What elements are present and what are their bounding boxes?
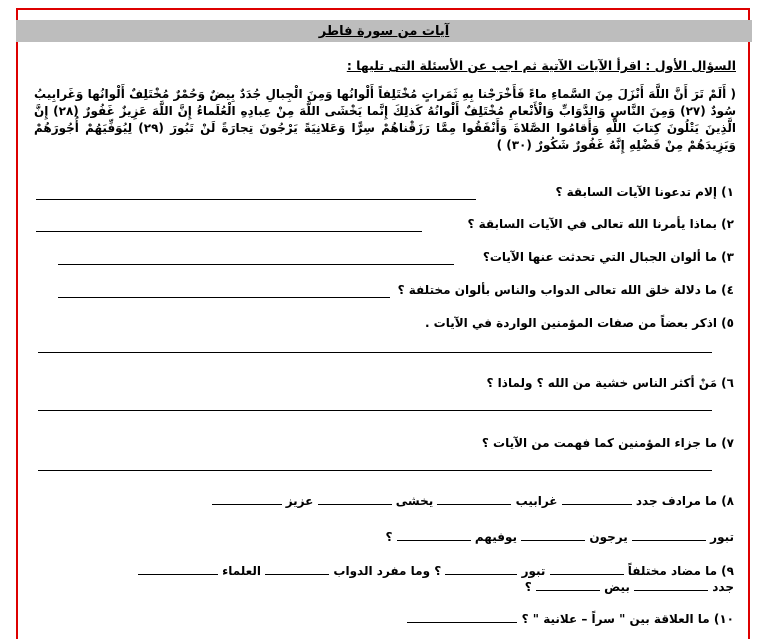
q9-blank-2[interactable] xyxy=(445,564,517,575)
q8-word-yakhsha: يخشى xyxy=(395,494,434,508)
q8-blank-5[interactable] xyxy=(632,530,706,541)
question-6: ٦) مَنْ أكثر الناس خشية من الله ؟ ولماذا ؟ xyxy=(486,376,734,390)
q8-word-tabur: تبور xyxy=(710,530,734,544)
q8-label: ٨) ما مرادف جدد xyxy=(635,494,734,508)
q9-word-tabur: تبور xyxy=(521,564,546,578)
section-heading: السؤال الأول : اقرأ الآيات الآتية ثم اجب عن الأسئلة التى تليها : xyxy=(346,58,736,73)
q8-word-yarjun: يرجون xyxy=(589,530,628,544)
q9-word-ulama: العلماء xyxy=(222,564,262,578)
q9-mid: ؟ وما مفرد الدواب xyxy=(333,564,442,578)
q9-blank-5[interactable] xyxy=(634,580,708,591)
question-7: ٧) ما جزاء المؤمنين كما فهمت من الآيات ؟ xyxy=(481,436,734,450)
q9-end-mark: ؟ xyxy=(524,580,532,594)
q8-word-yuwaffihim: يوفيهم xyxy=(474,530,518,544)
q9-blank-6[interactable] xyxy=(536,580,600,591)
question-8-row-2 xyxy=(386,530,734,544)
worksheet-title: آيات من سورة فاطر xyxy=(318,24,450,39)
q8-blank-3[interactable] xyxy=(318,494,392,505)
q8-blank-1[interactable] xyxy=(562,494,632,505)
q9-word-judad: جدد xyxy=(712,580,734,594)
q10-label: ١٠) ما العلاقة بين " سراً – علانية " ؟ xyxy=(521,612,734,626)
answer-line-5[interactable] xyxy=(38,352,712,353)
q9-word-bid: بيض xyxy=(604,580,630,594)
q9-label: ٩) ما مضاد مختلفاً xyxy=(627,564,734,578)
quran-verses: ( أَلَمْ تَرَ أَنَّ اللَّهَ أَنْزَلَ مِنَ السَّماءِ ماءً فَأَخْرَجْنا بِهِ ثَمَراتٍ مُخْتَلِفاً أَلْوانُها وَمِنَ الْجِبالِ جُدَدٌ بِيضٌ وَحُمْرٌ مُخْتَلِفٌ أَلْوانُها وَغَرابِيبُ سُودٌ (٢٧) وَمِنَ النَّاسِ وَالدَّوَابِّ وَالْأَنْعامِ مُخْتَلِفٌ أَلْوانُهُ كَذلِكَ إِنَّما يَخْشَى اللَّهَ مِنْ عِبادِهِ الْعُلَماءُ إِنَّ اللَّهَ عَزِيزٌ غَفُورٌ (٢٨) إِنَّ الَّذِينَ يَتْلُونَ كِتابَ اللَّهِ وَأَقامُوا الصَّلاةَ وَأَنْفَقُوا مِمَّا رَزَقْناهُمْ سِرًّا وَعَلانِيَةً يَرْجُونَ تِجارَةً لَنْ تَبُورَ (٢٩) لِيُوَفِّيَهُمْ أُجُورَهُمْ وَيَزِيدَهُمْ مِنْ فَضْلِهِ إِنَّهُ غَفُورٌ شَكُورٌ (٣٠) ) xyxy=(34,87,737,152)
answer-line-7[interactable] xyxy=(38,470,712,471)
question-8 xyxy=(212,494,734,508)
answer-line-1[interactable] xyxy=(36,199,476,200)
q9-blank-4[interactable] xyxy=(138,564,218,575)
answer-line-2[interactable] xyxy=(36,231,422,232)
q8-end-mark: ؟ xyxy=(385,530,393,544)
q8-blank-4[interactable] xyxy=(212,494,282,505)
q8-word-aziz: عزيز xyxy=(285,494,314,508)
q8-word-ghrabib: غرابيب xyxy=(515,494,558,508)
answer-line-3[interactable] xyxy=(58,264,454,265)
q9-blank-3[interactable] xyxy=(265,564,329,575)
question-3: ٣) ما ألوان الجبال التي تحدثت عنها الآيات؟ xyxy=(482,250,734,264)
question-5: ٥) اذكر بعضاً من صفات المؤمنين الواردة في الآيات . xyxy=(424,316,734,330)
question-1: ١) إلام تدعونا الآيات السابقة ؟ xyxy=(555,185,734,199)
answer-line-6[interactable] xyxy=(38,410,712,411)
q8-blank-2[interactable] xyxy=(437,494,511,505)
q9-blank-1[interactable] xyxy=(550,564,624,575)
q10-blank[interactable] xyxy=(407,612,517,623)
q8-blank-6[interactable] xyxy=(521,530,585,541)
question-4: ٤) ما دلالة خلق الله تعالى الدواب والناس بألوان مختلفة ؟ xyxy=(397,283,734,297)
title-bar xyxy=(16,20,752,42)
question-9 xyxy=(138,564,734,578)
question-2: ٢) بماذا يأمرنا الله تعالى في الآيات السابقة ؟ xyxy=(467,217,734,231)
question-9-row-2 xyxy=(525,580,734,594)
q8-blank-7[interactable] xyxy=(397,530,471,541)
answer-line-4[interactable] xyxy=(58,297,390,298)
question-10 xyxy=(407,612,734,626)
